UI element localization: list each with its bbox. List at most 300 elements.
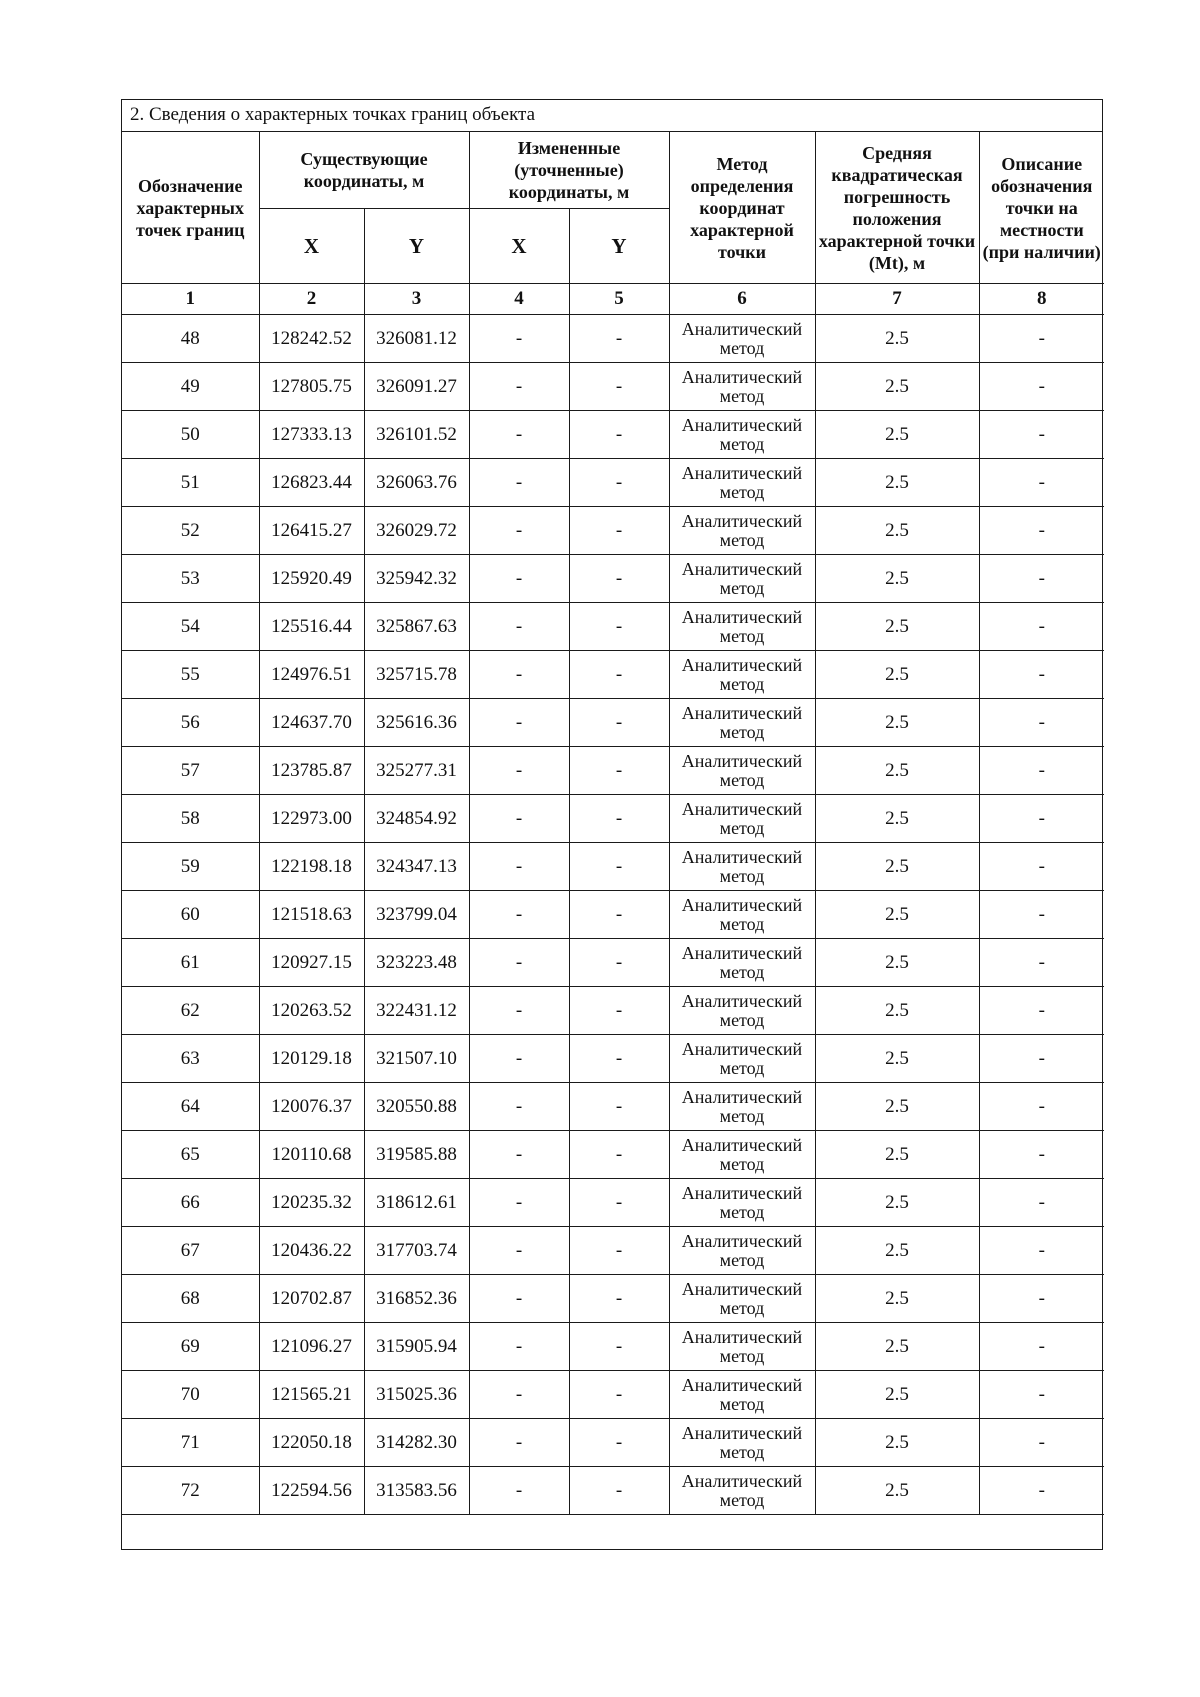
existing-x-cell: 121518.63 (259, 891, 364, 939)
changed-y-cell: - (569, 1179, 669, 1227)
table-row (122, 363, 1104, 411)
point-number-cell: 72 (122, 1467, 259, 1515)
point-number-cell: 60 (122, 891, 259, 939)
point-number-cell: 56 (122, 699, 259, 747)
point-number-cell: 71 (122, 1419, 259, 1467)
description-cell: - (979, 795, 1104, 843)
changed-y-cell: - (569, 939, 669, 987)
method-line-1: Аналитический (681, 894, 803, 915)
error-cell: 2.5 (815, 1131, 979, 1179)
table-row (122, 1131, 1104, 1179)
point-number-cell: 54 (122, 603, 259, 651)
method-line-1: Аналитический (681, 318, 803, 339)
method-line-1: Аналитический (681, 1278, 803, 1299)
changed-x-cell: - (469, 315, 569, 363)
description-cell: - (979, 1371, 1104, 1419)
point-number-cell: 68 (122, 1275, 259, 1323)
table-row (122, 699, 1104, 747)
existing-x-cell: 120235.32 (259, 1179, 364, 1227)
point-number-cell: 63 (122, 1035, 259, 1083)
method-cell (669, 1083, 815, 1131)
header-existing-x: X (259, 209, 364, 284)
point-number-cell: 65 (122, 1131, 259, 1179)
error-cell: 2.5 (815, 1035, 979, 1083)
changed-y-cell: - (569, 891, 669, 939)
method-line-2: метод (719, 481, 765, 502)
method-line-1: Аналитический (681, 1470, 803, 1491)
error-cell: 2.5 (815, 1419, 979, 1467)
changed-y-cell: - (569, 555, 669, 603)
error-cell: 2.5 (815, 651, 979, 699)
existing-x-cell: 120076.37 (259, 1083, 364, 1131)
changed-x-cell: - (469, 891, 569, 939)
table-row (122, 1227, 1104, 1275)
existing-x-cell: 125920.49 (259, 555, 364, 603)
description-cell: - (979, 1083, 1104, 1131)
method-line-2: метод (719, 1201, 765, 1222)
changed-y-cell: - (569, 1131, 669, 1179)
method-line-1: Аналитический (681, 1374, 803, 1395)
changed-x-cell: - (469, 987, 569, 1035)
changed-x-cell: - (469, 747, 569, 795)
point-number-cell: 66 (122, 1179, 259, 1227)
error-cell: 2.5 (815, 699, 979, 747)
method-line-1: Аналитический (681, 846, 803, 867)
error-cell: 2.5 (815, 1323, 979, 1371)
method-cell (669, 363, 815, 411)
changed-x-cell: - (469, 507, 569, 555)
changed-y-cell: - (569, 987, 669, 1035)
changed-y-cell: - (569, 363, 669, 411)
changed-x-cell: - (469, 651, 569, 699)
existing-x-cell: 124976.51 (259, 651, 364, 699)
method-line-2: метод (719, 1441, 765, 1462)
method-cell (669, 459, 815, 507)
error-cell: 2.5 (815, 1371, 979, 1419)
error-cell: 2.5 (815, 795, 979, 843)
header-existing-coordinates: Существующие координаты, м (259, 132, 469, 209)
changed-y-cell: - (569, 411, 669, 459)
existing-y-cell: 317703.74 (364, 1227, 469, 1275)
method-line-1: Аналитический (681, 942, 803, 963)
method-cell (669, 891, 815, 939)
method-line-2: метод (719, 1489, 765, 1510)
column-number: 4 (469, 284, 569, 315)
header-changed-y: Y (569, 209, 669, 284)
method-line-2: метод (719, 1105, 765, 1126)
method-line-2: метод (719, 577, 765, 598)
method-line-1: Аналитический (681, 510, 803, 531)
changed-x-cell: - (469, 555, 569, 603)
existing-x-cell: 121565.21 (259, 1371, 364, 1419)
error-cell: 2.5 (815, 1083, 979, 1131)
existing-x-cell: 122594.56 (259, 1467, 364, 1515)
point-number-cell: 50 (122, 411, 259, 459)
method-line-1: Аналитический (681, 1230, 803, 1251)
table-row (122, 651, 1104, 699)
method-line-2: метод (719, 865, 765, 886)
method-cell (669, 1275, 815, 1323)
error-cell: 2.5 (815, 459, 979, 507)
changed-x-cell: - (469, 699, 569, 747)
existing-y-cell: 325942.32 (364, 555, 469, 603)
point-number-cell: 62 (122, 987, 259, 1035)
changed-y-cell: - (569, 699, 669, 747)
changed-x-cell: - (469, 1323, 569, 1371)
changed-x-cell: - (469, 1035, 569, 1083)
table-row (122, 891, 1104, 939)
table-row (122, 939, 1104, 987)
error-cell: 2.5 (815, 411, 979, 459)
method-line-1: Аналитический (681, 1422, 803, 1443)
table-row (122, 987, 1104, 1035)
table-footer-row (122, 1515, 1104, 1550)
changed-y-cell: - (569, 1275, 669, 1323)
column-number: 2 (259, 284, 364, 315)
method-line-2: метод (719, 1345, 765, 1366)
method-line-1: Аналитический (681, 750, 803, 771)
existing-x-cell: 120702.87 (259, 1275, 364, 1323)
point-number-cell: 49 (122, 363, 259, 411)
error-cell: 2.5 (815, 363, 979, 411)
description-cell: - (979, 843, 1104, 891)
error-cell: 2.5 (815, 1179, 979, 1227)
table-row (122, 843, 1104, 891)
error-cell: 2.5 (815, 891, 979, 939)
table-row (122, 1419, 1104, 1467)
existing-y-cell: 315025.36 (364, 1371, 469, 1419)
existing-y-cell: 324854.92 (364, 795, 469, 843)
header-method: Метод определения координат характерной точки (669, 132, 815, 284)
method-cell (669, 411, 815, 459)
point-number-cell: 64 (122, 1083, 259, 1131)
changed-y-cell: - (569, 651, 669, 699)
table-body (122, 315, 1104, 1515)
point-number-cell: 61 (122, 939, 259, 987)
method-line-2: метод (719, 385, 765, 406)
table-row (122, 1467, 1104, 1515)
description-cell: - (979, 315, 1104, 363)
existing-x-cell: 120110.68 (259, 1131, 364, 1179)
error-cell: 2.5 (815, 1467, 979, 1515)
method-line-2: метод (719, 1297, 765, 1318)
header-description: Описание обозначения точки на местности (при наличии) (979, 132, 1104, 284)
changed-x-cell: - (469, 795, 569, 843)
description-cell: - (979, 363, 1104, 411)
existing-y-cell: 318612.61 (364, 1179, 469, 1227)
changed-y-cell: - (569, 795, 669, 843)
column-number-row (122, 284, 1104, 315)
method-line-1: Аналитический (681, 558, 803, 579)
point-number-cell: 48 (122, 315, 259, 363)
error-cell: 2.5 (815, 939, 979, 987)
method-cell (669, 1371, 815, 1419)
column-number: 5 (569, 284, 669, 315)
changed-x-cell: - (469, 1179, 569, 1227)
changed-y-cell: - (569, 1227, 669, 1275)
boundary-points-table (122, 132, 1104, 1549)
description-cell: - (979, 1227, 1104, 1275)
existing-x-cell: 126415.27 (259, 507, 364, 555)
method-cell (669, 1179, 815, 1227)
method-line-2: метод (719, 817, 765, 838)
point-number-cell: 58 (122, 795, 259, 843)
existing-y-cell: 320550.88 (364, 1083, 469, 1131)
existing-y-cell: 326091.27 (364, 363, 469, 411)
existing-y-cell: 326081.12 (364, 315, 469, 363)
changed-x-cell: - (469, 603, 569, 651)
method-line-2: метод (719, 913, 765, 934)
existing-y-cell: 313583.56 (364, 1467, 469, 1515)
column-number: 1 (122, 284, 259, 315)
description-cell: - (979, 699, 1104, 747)
existing-x-cell: 122050.18 (259, 1419, 364, 1467)
changed-y-cell: - (569, 1419, 669, 1467)
method-cell (669, 939, 815, 987)
error-cell: 2.5 (815, 1275, 979, 1323)
description-cell: - (979, 891, 1104, 939)
existing-y-cell: 319585.88 (364, 1131, 469, 1179)
description-cell: - (979, 459, 1104, 507)
header-existing-y: Y (364, 209, 469, 284)
method-line-1: Аналитический (681, 1134, 803, 1155)
changed-x-cell: - (469, 1371, 569, 1419)
column-number: 8 (979, 284, 1104, 315)
existing-y-cell: 322431.12 (364, 987, 469, 1035)
existing-y-cell: 316852.36 (364, 1275, 469, 1323)
changed-x-cell: - (469, 1467, 569, 1515)
table-row (122, 555, 1104, 603)
method-line-2: метод (719, 625, 765, 646)
point-number-cell: 59 (122, 843, 259, 891)
changed-y-cell: - (569, 459, 669, 507)
existing-y-cell: 325277.31 (364, 747, 469, 795)
method-line-2: метод (719, 961, 765, 982)
method-cell (669, 1419, 815, 1467)
table-row (122, 795, 1104, 843)
existing-y-cell: 315905.94 (364, 1323, 469, 1371)
method-line-1: Аналитический (681, 1182, 803, 1203)
existing-y-cell: 326029.72 (364, 507, 469, 555)
existing-y-cell: 321507.10 (364, 1035, 469, 1083)
existing-y-cell: 326101.52 (364, 411, 469, 459)
error-cell: 2.5 (815, 1227, 979, 1275)
error-cell: 2.5 (815, 747, 979, 795)
existing-y-cell: 323223.48 (364, 939, 469, 987)
point-number-cell: 53 (122, 555, 259, 603)
existing-x-cell: 128242.52 (259, 315, 364, 363)
method-line-2: метод (719, 1249, 765, 1270)
method-line-1: Аналитический (681, 414, 803, 435)
existing-x-cell: 127333.13 (259, 411, 364, 459)
method-line-1: Аналитический (681, 1326, 803, 1347)
method-line-2: метод (719, 673, 765, 694)
description-cell: - (979, 507, 1104, 555)
existing-x-cell: 120129.18 (259, 1035, 364, 1083)
description-cell: - (979, 1323, 1104, 1371)
existing-y-cell: 323799.04 (364, 891, 469, 939)
table-row (122, 1323, 1104, 1371)
header-designation: Обозначение характерных точек границ (122, 132, 259, 284)
point-number-cell: 55 (122, 651, 259, 699)
description-cell: - (979, 411, 1104, 459)
method-line-1: Аналитический (681, 1086, 803, 1107)
existing-x-cell: 122973.00 (259, 795, 364, 843)
method-cell (669, 747, 815, 795)
existing-y-cell: 325867.63 (364, 603, 469, 651)
method-line-1: Аналитический (681, 606, 803, 627)
description-cell: - (979, 1179, 1104, 1227)
description-cell: - (979, 1275, 1104, 1323)
description-cell: - (979, 987, 1104, 1035)
table-row (122, 1275, 1104, 1323)
changed-x-cell: - (469, 939, 569, 987)
existing-x-cell: 120927.15 (259, 939, 364, 987)
table-row (122, 507, 1104, 555)
method-cell (669, 315, 815, 363)
existing-y-cell: 325715.78 (364, 651, 469, 699)
column-number: 6 (669, 284, 815, 315)
changed-y-cell: - (569, 843, 669, 891)
column-number: 7 (815, 284, 979, 315)
point-number-cell: 51 (122, 459, 259, 507)
method-cell (669, 603, 815, 651)
existing-x-cell: 121096.27 (259, 1323, 364, 1371)
table-row (122, 747, 1104, 795)
error-cell: 2.5 (815, 603, 979, 651)
description-cell: - (979, 651, 1104, 699)
changed-y-cell: - (569, 1083, 669, 1131)
method-cell (669, 1467, 815, 1515)
method-line-1: Аналитический (681, 654, 803, 675)
method-cell (669, 1323, 815, 1371)
existing-x-cell: 122198.18 (259, 843, 364, 891)
table-row (122, 1035, 1104, 1083)
existing-x-cell: 127805.75 (259, 363, 364, 411)
method-cell (669, 843, 815, 891)
existing-y-cell: 314282.30 (364, 1419, 469, 1467)
boundary-points-section (121, 99, 1103, 1550)
changed-y-cell: - (569, 603, 669, 651)
changed-x-cell: - (469, 1227, 569, 1275)
changed-y-cell: - (569, 1035, 669, 1083)
description-cell: - (979, 1131, 1104, 1179)
table-row (122, 1371, 1104, 1419)
changed-y-cell: - (569, 315, 669, 363)
method-line-2: метод (719, 433, 765, 454)
header-error: Средняя квадратическая погрешность положения характерной точки (Mt), м (815, 132, 979, 284)
changed-x-cell: - (469, 1083, 569, 1131)
method-line-2: метод (719, 721, 765, 742)
existing-y-cell: 326063.76 (364, 459, 469, 507)
method-line-2: метод (719, 529, 765, 550)
description-cell: - (979, 1467, 1104, 1515)
header-changed-x: X (469, 209, 569, 284)
changed-x-cell: - (469, 363, 569, 411)
changed-x-cell: - (469, 843, 569, 891)
method-line-2: метод (719, 337, 765, 358)
description-cell: - (979, 939, 1104, 987)
table-row (122, 1083, 1104, 1131)
method-cell (669, 699, 815, 747)
changed-y-cell: - (569, 507, 669, 555)
table-row (122, 411, 1104, 459)
method-line-2: метод (719, 1153, 765, 1174)
existing-y-cell: 324347.13 (364, 843, 469, 891)
changed-y-cell: - (569, 1371, 669, 1419)
empty-footer-cell (122, 1515, 1104, 1550)
table-row (122, 1179, 1104, 1227)
existing-x-cell: 123785.87 (259, 747, 364, 795)
method-cell (669, 987, 815, 1035)
method-cell (669, 651, 815, 699)
table-row (122, 459, 1104, 507)
changed-x-cell: - (469, 411, 569, 459)
column-number: 3 (364, 284, 469, 315)
method-line-2: метод (719, 1009, 765, 1030)
point-number-cell: 57 (122, 747, 259, 795)
changed-x-cell: - (469, 1275, 569, 1323)
point-number-cell: 67 (122, 1227, 259, 1275)
method-cell (669, 795, 815, 843)
description-cell: - (979, 555, 1104, 603)
changed-y-cell: - (569, 1467, 669, 1515)
description-cell: - (979, 747, 1104, 795)
header-changed-coordinates: Измененные (уточненные) координаты, м (469, 132, 669, 209)
method-line-1: Аналитический (681, 366, 803, 387)
existing-x-cell: 120263.52 (259, 987, 364, 1035)
method-cell (669, 507, 815, 555)
description-cell: - (979, 1035, 1104, 1083)
method-line-1: Аналитический (681, 1038, 803, 1059)
description-cell: - (979, 1419, 1104, 1467)
method-line-2: метод (719, 1057, 765, 1078)
method-cell (669, 1035, 815, 1083)
method-line-1: Аналитический (681, 990, 803, 1011)
error-cell: 2.5 (815, 315, 979, 363)
section-title: 2. Сведения о характерных точках границ объекта (122, 100, 1102, 132)
method-line-1: Аналитический (681, 702, 803, 723)
changed-y-cell: - (569, 1323, 669, 1371)
existing-x-cell: 120436.22 (259, 1227, 364, 1275)
existing-x-cell: 125516.44 (259, 603, 364, 651)
method-line-2: метод (719, 1393, 765, 1414)
method-cell (669, 555, 815, 603)
table-row (122, 315, 1104, 363)
error-cell: 2.5 (815, 843, 979, 891)
method-cell (669, 1227, 815, 1275)
error-cell: 2.5 (815, 555, 979, 603)
method-line-1: Аналитический (681, 462, 803, 483)
changed-x-cell: - (469, 459, 569, 507)
point-number-cell: 69 (122, 1323, 259, 1371)
existing-y-cell: 325616.36 (364, 699, 469, 747)
existing-x-cell: 126823.44 (259, 459, 364, 507)
method-cell (669, 1131, 815, 1179)
point-number-cell: 70 (122, 1371, 259, 1419)
method-line-2: метод (719, 769, 765, 790)
changed-y-cell: - (569, 747, 669, 795)
description-cell: - (979, 603, 1104, 651)
table-row (122, 603, 1104, 651)
error-cell: 2.5 (815, 507, 979, 555)
existing-x-cell: 124637.70 (259, 699, 364, 747)
point-number-cell: 52 (122, 507, 259, 555)
changed-x-cell: - (469, 1131, 569, 1179)
method-line-1: Аналитический (681, 798, 803, 819)
error-cell: 2.5 (815, 987, 979, 1035)
changed-x-cell: - (469, 1419, 569, 1467)
